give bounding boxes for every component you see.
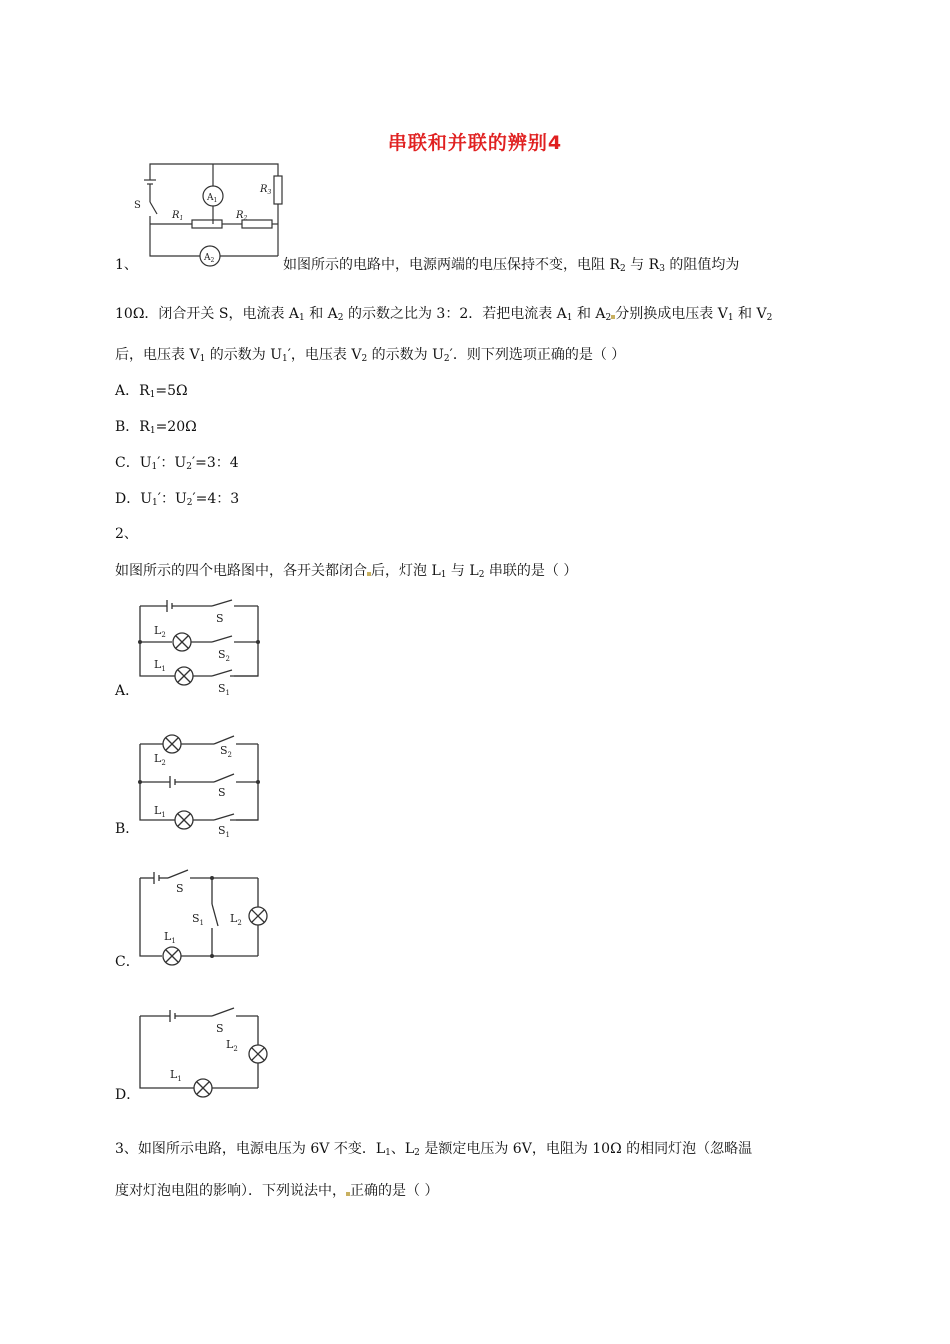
svg-text:L2: $L_2$ bbox=[226, 1038, 238, 1053]
q1-line2: 10Ω．闭合开关 S，电流表 $A_1$ 和 $A_2$ 的示数之比为 3：2．若把电流表 $A_1$ 和 $A_2$ 分别换成电压表 $V_1$ 和 $V_2$ bbox=[115, 306, 773, 323]
q1-r2-label: $R_2$ bbox=[236, 210, 248, 222]
q2-circuit-d bbox=[140, 1004, 270, 1100]
page-title: 串联和并联的辨别4 bbox=[387, 132, 563, 154]
svg-text:S2: $S_2$ bbox=[220, 744, 233, 759]
q1-switch-label: S bbox=[134, 200, 141, 211]
q1-line3: 后，电压表 $V_1$ 的示数为 $U_1'$，电压表 $V_2$ 的示数为 $U_2'$．则下列选项正确的是（ ） bbox=[115, 347, 626, 364]
q1-r3-label: $R_3$ bbox=[260, 184, 272, 196]
q2-option-b[interactable]: B． bbox=[115, 821, 140, 837]
svg-text:S1: $S_1$ bbox=[192, 912, 205, 927]
q1-r1-label: $R_1$ bbox=[172, 210, 184, 222]
svg-text:S2: $S_2$ bbox=[218, 648, 231, 663]
q1-option-c[interactable]: C．$U_1'$：$U_2'=3$：4 bbox=[115, 455, 239, 472]
svg-text:L2: $L_2$ bbox=[154, 624, 166, 639]
q1-option-a[interactable]: A．$R_1=5\Omega$ bbox=[115, 383, 188, 400]
svg-text:L1: $L_1$ bbox=[154, 804, 166, 819]
svg-text:L2: $L_2$ bbox=[154, 752, 166, 767]
q2-circuit-a bbox=[140, 596, 264, 697]
a-s-label: S bbox=[216, 612, 224, 625]
q2-stem: 如图所示的四个电路图中，各开关都闭合 后，灯泡 $L_1$ 与 $L_2$ 串联的是（ ） bbox=[115, 563, 578, 580]
q1-circuit-diagram bbox=[130, 158, 290, 270]
svg-text:L1: $L_1$ bbox=[164, 930, 176, 945]
q2-number: 2、 bbox=[115, 526, 138, 542]
svg-text:S: S bbox=[216, 1022, 224, 1035]
q1-option-b[interactable]: B．$R_1=20\Omega$ bbox=[115, 419, 197, 436]
svg-text:S: S bbox=[218, 786, 226, 799]
q2-option-a[interactable]: A． bbox=[115, 683, 140, 699]
q1-option-d[interactable]: D．$U_1'$：$U_2'=4$：3 bbox=[115, 491, 240, 508]
q2-circuit-c bbox=[140, 866, 270, 966]
q1-a2-label: $A_2$ bbox=[204, 253, 215, 264]
svg-text:S: S bbox=[176, 882, 184, 895]
svg-text:S1: $S_1$ bbox=[218, 682, 231, 697]
q2-circuit-b bbox=[140, 734, 264, 839]
q3-line1: 3、如图所示电路，电源电压为 6V 不变．$L_1$、$L_2$ 是额定电压为 6V，电阻为 10Ω 的相同灯泡（忽略温 bbox=[115, 1141, 753, 1158]
q2-option-d[interactable]: D． bbox=[115, 1087, 141, 1103]
svg-text:L2: $L_2$ bbox=[230, 912, 242, 927]
q1-a1-label: $A_1$ bbox=[207, 193, 218, 204]
q2-option-c[interactable]: C． bbox=[115, 954, 140, 970]
svg-text:S1: $S_1$ bbox=[218, 824, 231, 839]
svg-text:L1: $L_1$ bbox=[170, 1068, 182, 1083]
q1-number: 1、 bbox=[115, 257, 138, 273]
q1-line1: 如图所示的电路中，电源两端的电压保持不变，电阻 $R_2$ 与 $R_3$ 的阻值均为 bbox=[283, 257, 740, 274]
svg-text:L1: $L_1$ bbox=[154, 658, 166, 673]
q3-line2: 度对灯泡电阻的影响）．下列说法中， 正确的是（ ） bbox=[115, 1183, 439, 1199]
